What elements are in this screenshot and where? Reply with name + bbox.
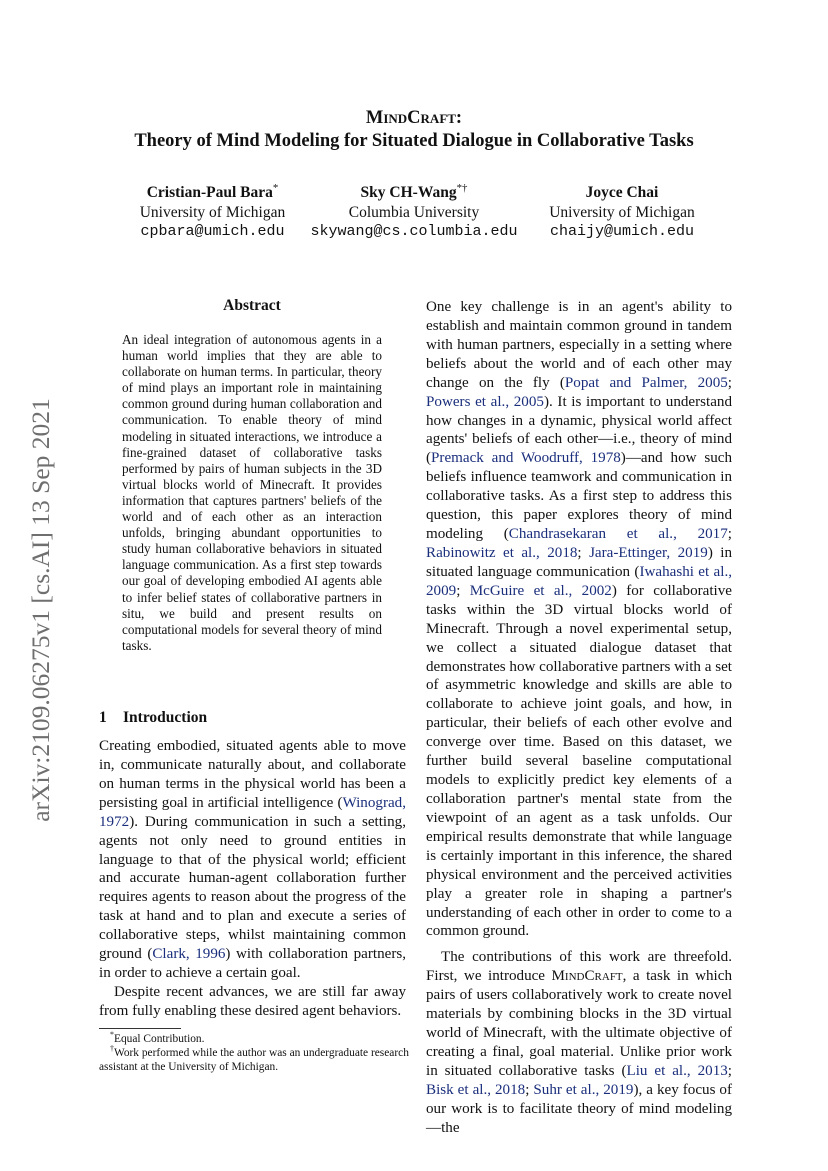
intro-left-column xyxy=(99,737,406,1021)
citation-link[interactable]: Suhr et al., 2019 xyxy=(533,1081,634,1098)
citation-link[interactable]: Iwahashi et al., 2009 xyxy=(426,563,733,599)
author-mark: * xyxy=(272,181,279,194)
author-block-3 xyxy=(538,183,706,242)
right-paragraph-1: One key challenge is in an agent's ability to establish and maintain common ground in tandem with human partners, especially in a setting where beliefs about the world and of each other may change on the fly (Popat and Palmer, 2005; Powers et al., 2005). It is important to understand how changes in a dynamic, physical world affect agents' beliefs of each other—i.e., theory of mind (Premack and Woodruff, 1978)—and how such beliefs influence teamwork and communication in collaborative tasks. As a first step to address this question, this paper explores theory of mind modeling (Chandrasekaran et al., 2017; Rabinowitz et al., 2018; Jara-Ettinger, 2019) in situated language communication (Iwahashi et al., 2009; McGuire et al., 2002) for collaborative tasks within the 3D virtual blocks world of Minecraft. Through a novel experimental setup, we collect a situated dialogue dataset that demonstrates how collaborative partners with a set of asymmetric knowledge and skills are able to collaborate to achieve joint goals, and how, in particular, their beliefs of each other evolve and converge over time. Based on this dataset, we further build several baseline computational models to explicitly predict key elements of a collaboration partner's mental state from the viewpoint of an agent as a task unfolds. Our empirical results demonstrate that while language is certainly important in this inference, the shared physical environment and the perceived activities play a greater role in shaping a partner's understanding of each other in order to come to a common ground. xyxy=(426,299,733,940)
citation-link[interactable]: Bisk et al., 2018 xyxy=(426,1081,526,1098)
author-block-2 xyxy=(299,183,529,242)
abstract-text: An ideal integration of autonomous agents in a human world implies that they are able to collaborate on human terms. In particular, theory of mind plays an important role in maintaining common ground during human collaboration and communication. To enable theory of mind modeling in situated interactions, we introduce a fine-grained dataset of collaborative tasks performed by pairs of human subjects in the 3D virtual blocks world of Minecraft. It provides information that captures partners' beliefs of the world and of each other as an interaction unfolds, bringing abundant opportunities to study human collaborative behaviors in situated language communication. As a first step towards our goal of developing embodied AI agents able to infer belief states of collaborative partners in situ, we build and present results on computational models for several theory of mind tasks. xyxy=(122,332,382,653)
author-email: skywang@cs.columbia.edu xyxy=(310,223,518,240)
author-email: cpbara@umich.edu xyxy=(140,223,285,240)
citation-link[interactable]: Jara-Ettinger, 2019 xyxy=(589,544,708,561)
paper-title-line1: MindCraft: xyxy=(365,108,463,128)
citation-link[interactable]: Powers et al., 2005 xyxy=(426,393,544,410)
citation-link[interactable]: Premack and Woodruff, 1978 xyxy=(431,450,621,467)
paper-title-line2: Theory of Mind Modeling for Situated Dialogue in Collaborative Tasks xyxy=(134,131,694,151)
footnotes xyxy=(99,1032,409,1075)
footnote-divider xyxy=(99,1028,181,1029)
arxiv-watermark-text: arXiv:2109.06275v1 [cs.AI] 13 Sep 2021 xyxy=(26,398,55,822)
author-affiliation: University of Michigan xyxy=(139,203,286,221)
citation-link[interactable]: Liu et al., 2013 xyxy=(626,1062,728,1079)
footnote-1: *Equal Contribution. xyxy=(110,1030,205,1045)
author-name: Sky CH-Wang xyxy=(360,184,457,201)
author-affiliation: University of Michigan xyxy=(549,203,695,221)
intro-paragraph-1: Creating embodied, situated agents able to move in, communicate naturally about, and collaborate on human terms in the physical world has been a persisting goal in artificial intelligence (Winograd, 1972). During communication in such a setting, agents not only need to ground entities in language to that of the physical world; efficient and accurate human-agent collaboration further requires agents to reason about the progress of the task at hand and to plan and execute a series of collaborative steps, whilst maintaining common ground (Clark, 1996) with collaboration partners, in order to achieve a certain goal. xyxy=(99,738,406,982)
section-number: 1 xyxy=(99,709,107,726)
author-name: Joyce Chai xyxy=(585,184,659,201)
citation-link[interactable]: Rabinowitz et al., 2018 xyxy=(426,544,578,561)
author-affiliation: Columbia University xyxy=(348,203,480,221)
citation-link[interactable]: Popat and Palmer, 2005 xyxy=(564,374,728,391)
intro-paragraph-2: Despite recent advances, we are still far away from fully enabling these desired agent behaviors. xyxy=(99,983,406,1019)
citation-link[interactable]: Chandrasekaran et al., 2017 xyxy=(508,526,728,543)
author-email: chaijy@umich.edu xyxy=(549,223,695,240)
section-heading-introduction xyxy=(99,709,207,727)
footnote-2: †Work performed while the author was an undergraduate research assistant at the University of Michigan. xyxy=(99,1044,409,1074)
section-title: Introduction xyxy=(123,709,208,726)
citation-link[interactable]: Clark, 1996 xyxy=(152,946,226,963)
citation-link[interactable]: McGuire et al., 2002 xyxy=(469,582,612,599)
author-block-1 xyxy=(125,183,300,242)
abstract-heading: Abstract xyxy=(223,297,281,314)
author-name: Cristian-Paul Bara xyxy=(146,184,273,201)
intro-right-column xyxy=(426,298,732,1138)
right-paragraph-2: The contributions of this work are threefold. First, we introduce MindCraft, a task in which pairs of users collaboratively work to create novel materials by combining blocks in the 3D virtual world of Minecraft, with the ultimate objective of creating a final, goal material. Unlike prior work in situated collaborative tasks (Liu et al., 2013; Bisk et al., 2018; Suhr et al., 2019), a key focus of our work is to facilitate theory of mind modeling—the xyxy=(426,949,733,1136)
author-mark: *† xyxy=(456,181,468,194)
arxiv-watermark xyxy=(22,370,60,850)
citation-link[interactable]: Winograd, 1972 xyxy=(99,794,406,830)
